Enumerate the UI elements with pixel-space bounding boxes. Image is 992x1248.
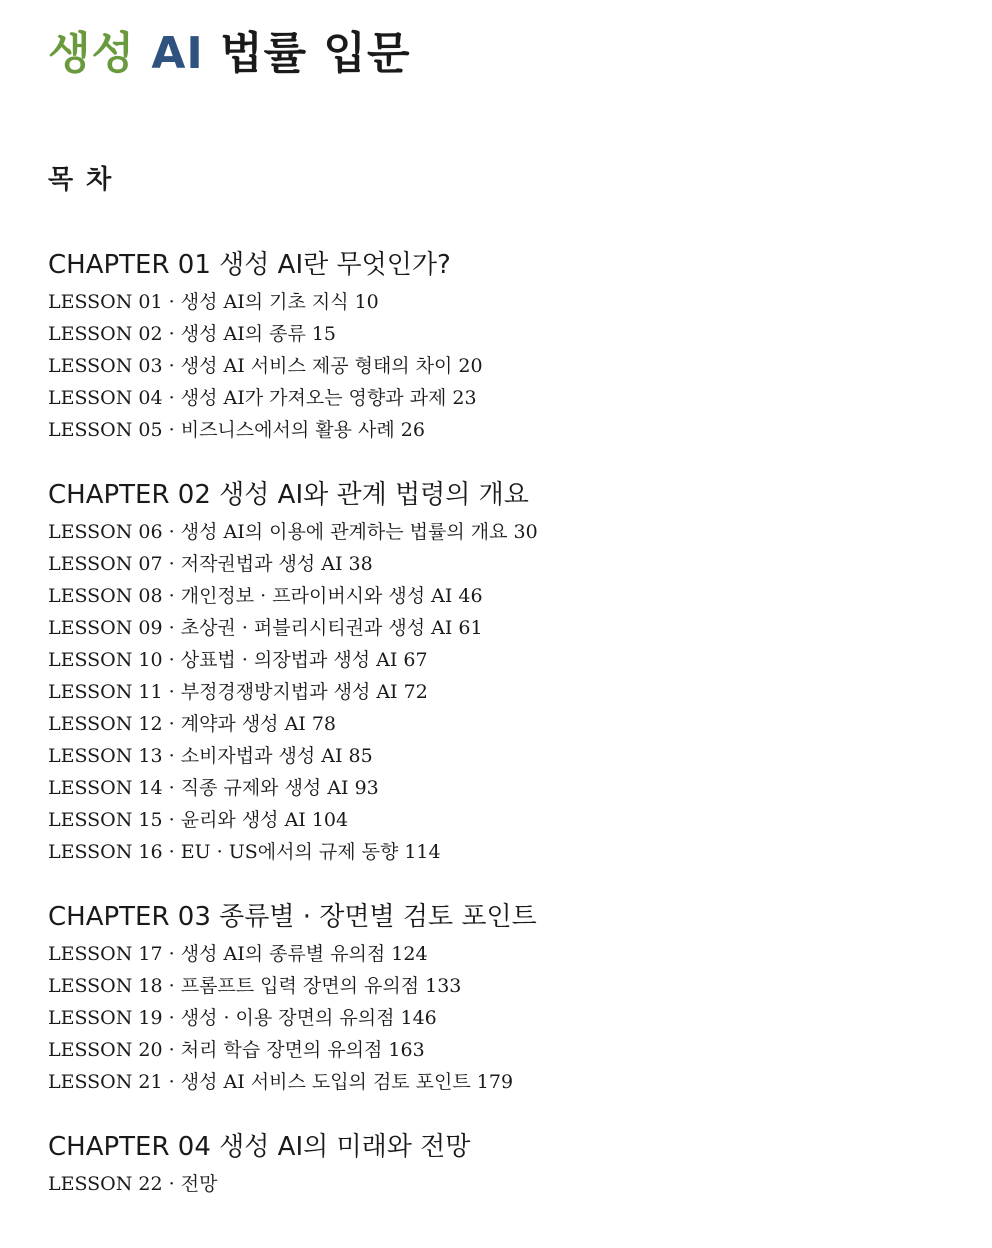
lesson-item: LESSON 19 · 생성 · 이용 장면의 유의점 146: [48, 1007, 437, 1029]
lesson-item: LESSON 16 · EU · US에서의 규제 동향 114: [48, 841, 441, 863]
lesson-item: LESSON 06 · 생성 AI의 이용에 관계하는 법률의 개요 30: [48, 521, 538, 543]
chapter-title: CHAPTER 04 생성 AI의 미래와 전망: [48, 1132, 471, 1162]
lesson-item: LESSON 15 · 윤리와 생성 AI 104: [48, 809, 349, 831]
lesson-list: [48, 938, 972, 1098]
document-page: [48, 26, 972, 1200]
chapter-title: CHAPTER 02 생성 AI와 관계 법령의 개요: [48, 480, 529, 510]
chapter-section: [48, 248, 972, 446]
title-part-2: AI: [151, 28, 204, 79]
lesson-item: LESSON 04 · 생성 AI가 가져오는 영향과 과제 23: [48, 387, 477, 409]
table-of-contents: [48, 248, 972, 1200]
lesson-item: LESSON 14 · 직종 규제와 생성 AI 93: [48, 777, 379, 799]
lesson-item: LESSON 20 · 처리 학습 장면의 유의점 163: [48, 1039, 425, 1061]
lesson-item: LESSON 01 · 생성 AI의 기초 지식 10: [48, 291, 379, 313]
lesson-item: LESSON 09 · 초상권 · 퍼블리시티권과 생성 AI 61: [48, 617, 483, 639]
lesson-item: LESSON 12 · 계약과 생성 AI 78: [48, 713, 337, 735]
chapter-section: [48, 900, 972, 1098]
lesson-item: LESSON 22 · 전망: [48, 1173, 218, 1195]
title-part-1: 생성: [48, 28, 136, 79]
chapter-section: [48, 1130, 972, 1200]
lesson-item: LESSON 10 · 상표법 · 의장법과 생성 AI 67: [48, 649, 428, 671]
toc-heading: 목 차: [48, 165, 114, 195]
lesson-item: LESSON 17 · 생성 AI의 종류별 유의점 124: [48, 943, 428, 965]
lesson-item: LESSON 13 · 소비자법과 생성 AI 85: [48, 745, 373, 767]
lesson-item: LESSON 02 · 생성 AI의 종류 15: [48, 323, 337, 345]
lesson-item: LESSON 03 · 생성 AI 서비스 제공 형태의 차이 20: [48, 355, 483, 377]
lesson-list: [48, 516, 972, 868]
chapter-title: CHAPTER 01 생성 AI란 무엇인가?: [48, 250, 451, 280]
page-title: [48, 26, 972, 82]
chapter-title: CHAPTER 03 종류별 · 장면별 검토 포인트: [48, 902, 537, 932]
chapter-section: [48, 478, 972, 868]
lesson-item: LESSON 11 · 부정경쟁방지법과 생성 AI 72: [48, 681, 428, 703]
lesson-item: LESSON 07 · 저작권법과 생성 AI 38: [48, 553, 373, 575]
title-part-3: 법률 입문: [220, 28, 411, 79]
lesson-item: LESSON 21 · 생성 AI 서비스 도입의 검토 포인트 179: [48, 1071, 514, 1093]
lesson-item: LESSON 08 · 개인정보 · 프라이버시와 생성 AI 46: [48, 585, 483, 607]
lesson-list: [48, 286, 972, 446]
lesson-list: [48, 1168, 972, 1200]
lesson-item: LESSON 05 · 비즈니스에서의 활용 사례 26: [48, 419, 425, 441]
lesson-item: LESSON 18 · 프롬프트 입력 장면의 유의점 133: [48, 975, 462, 997]
